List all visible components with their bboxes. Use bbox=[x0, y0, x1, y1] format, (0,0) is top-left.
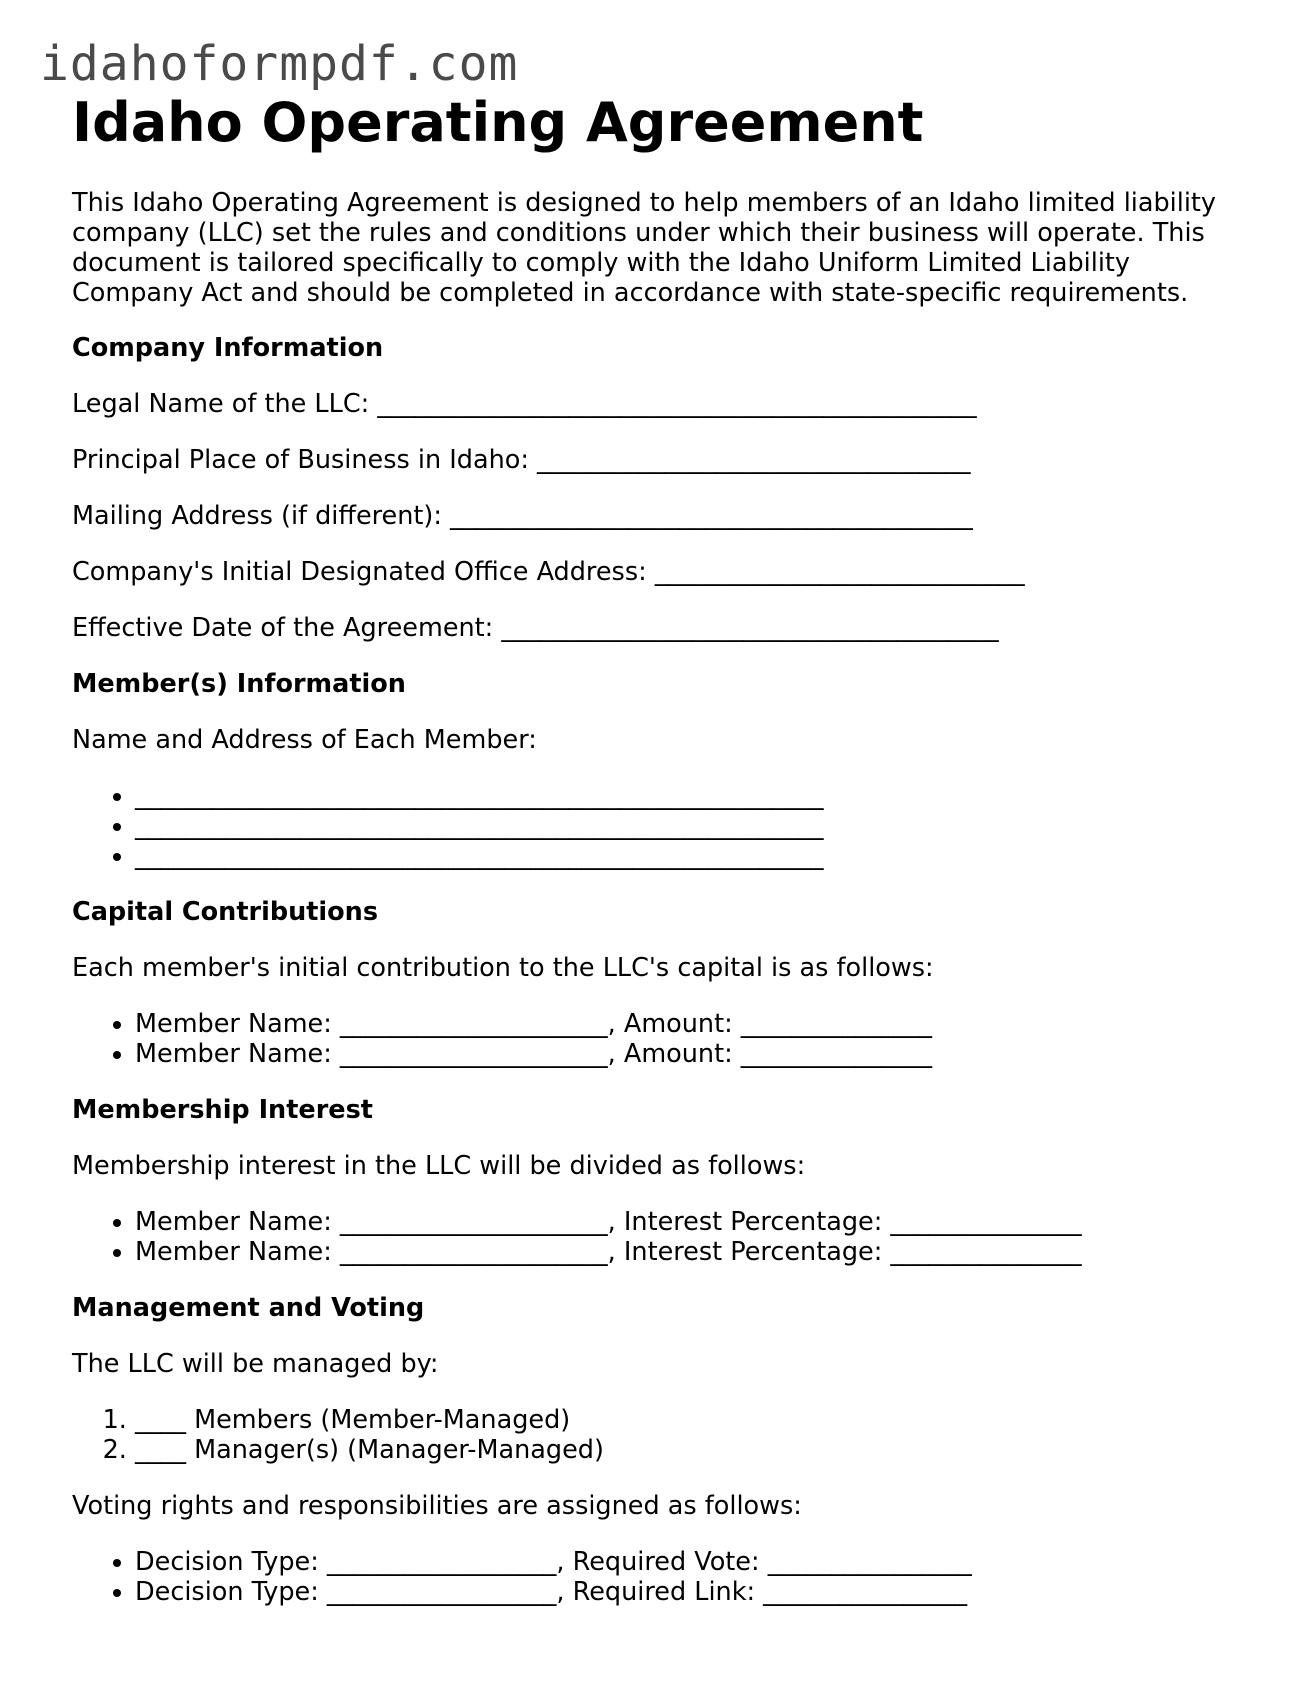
management-options-list bbox=[72, 1405, 1232, 1465]
effective-date-field[interactable]: Effective Date of the Agreement: _______________________________________ bbox=[72, 613, 999, 644]
capital-heading: Capital Contributions bbox=[72, 897, 379, 928]
principal-place-field[interactable]: Principal Place of Business in Idaho: __________________________________ bbox=[72, 445, 971, 476]
management-heading: Management and Voting bbox=[72, 1293, 425, 1324]
voting-entry-field[interactable]: • Decision Type: __________________, Required Vote: ________________ bbox=[135, 1547, 1232, 1577]
member-entry-field[interactable]: • ______________________________________________________ bbox=[135, 781, 1232, 811]
members-info-heading: Member(s) Information bbox=[72, 669, 406, 700]
capital-label: Each member's initial contribution to the LLC's capital is as follows: bbox=[72, 953, 934, 984]
voting-label: Voting rights and responsibilities are assigned as follows: bbox=[72, 1491, 802, 1522]
voting-list bbox=[72, 1547, 1232, 1607]
capital-entry-field[interactable]: • Member Name: _____________________, Amount: _______________ bbox=[135, 1039, 1232, 1069]
interest-label: Membership interest in the LLC will be divided as follows: bbox=[72, 1151, 806, 1182]
interest-entry-field[interactable]: • Member Name: _____________________, Interest Percentage: _______________ bbox=[135, 1237, 1232, 1267]
interest-list bbox=[72, 1207, 1232, 1267]
capital-entry-field[interactable]: • Member Name: _____________________, Amount: _______________ bbox=[135, 1009, 1232, 1039]
intro-paragraph: This Idaho Operating Agreement is designed to help members of an Idaho limited liability company (LLC) set the rules and conditions under which their business will operate. This document is tailored specifically to comply with the Idaho Uniform Limited Liability Company Act and should be completed in accordance with state-specific requirements. bbox=[72, 188, 1217, 309]
members-label: Name and Address of Each Member: bbox=[72, 725, 537, 756]
member-managed-option[interactable]: 1. ____ Members (Member-Managed) bbox=[135, 1405, 1232, 1435]
interest-heading: Membership Interest bbox=[72, 1095, 373, 1126]
voting-entry-field[interactable]: • Decision Type: __________________, Required Link: ________________ bbox=[135, 1577, 1232, 1607]
members-list bbox=[72, 781, 1232, 871]
capital-list bbox=[72, 1009, 1232, 1069]
member-entry-field[interactable]: • ______________________________________________________ bbox=[135, 841, 1232, 871]
mailing-address-field[interactable]: Mailing Address (if different): _________________________________________ bbox=[72, 501, 973, 532]
interest-entry-field[interactable]: • Member Name: _____________________, Interest Percentage: _______________ bbox=[135, 1207, 1232, 1237]
document-title: Idaho Operating Agreement bbox=[72, 91, 924, 154]
manager-managed-option[interactable]: 2. ____ Manager(s) (Manager-Managed) bbox=[135, 1435, 1232, 1465]
designated-office-field[interactable]: Company's Initial Designated Office Address: _____________________________ bbox=[72, 557, 1025, 588]
member-entry-field[interactable]: • ______________________________________________________ bbox=[135, 811, 1232, 841]
legal-name-field[interactable]: Legal Name of the LLC: _______________________________________________ bbox=[72, 389, 977, 420]
document-page bbox=[72, 92, 1232, 1633]
company-info-heading: Company Information bbox=[72, 333, 384, 364]
watermark-logo: idahoformpdf.com bbox=[40, 36, 519, 92]
management-label: The LLC will be managed by: bbox=[72, 1349, 439, 1380]
